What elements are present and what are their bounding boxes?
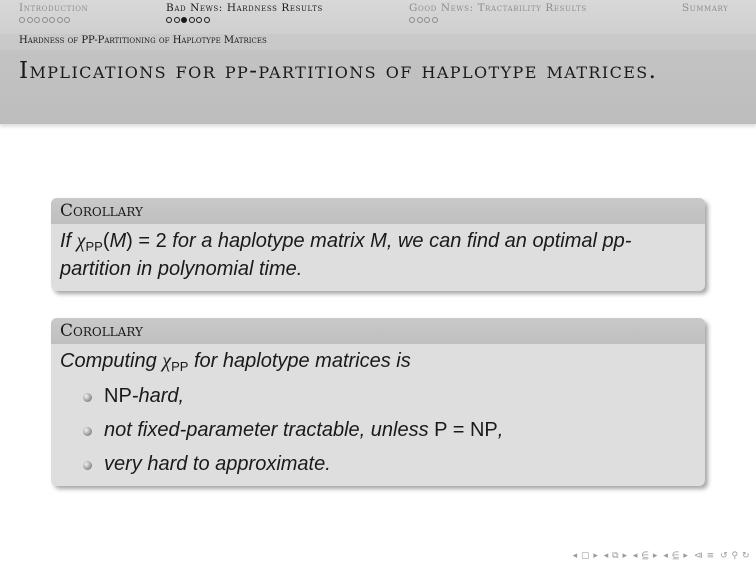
bullet-icon (83, 393, 92, 402)
frame-dot[interactable] (424, 17, 430, 23)
frame-dot[interactable] (196, 17, 202, 23)
frame-dot[interactable] (417, 17, 423, 23)
item-text: very hard to approximate. (104, 453, 331, 475)
frame-dot[interactable] (19, 17, 25, 23)
nav-section-good-news[interactable] (409, 2, 587, 23)
corollary-block-2 (51, 318, 705, 486)
block-header (51, 318, 705, 344)
frame-dot[interactable] (34, 17, 40, 23)
beamer-navigation-symbols (571, 551, 750, 561)
corollary-list (60, 381, 696, 483)
frame-dots (166, 17, 323, 23)
frame-dot[interactable] (409, 17, 415, 23)
math-chi: χ (162, 350, 172, 372)
frame-dot[interactable] (57, 17, 63, 23)
subsection-nav-controls[interactable]: ◂ ⧉ ▸ (603, 551, 628, 561)
math-p-equals-np: P = NP (434, 419, 498, 441)
frame-title: Implications for pp-partitions of haplotype matrices. (19, 58, 658, 84)
bullet-icon (83, 427, 92, 436)
frame-dots (19, 17, 88, 23)
section-navigation (0, 0, 756, 34)
nav-section-introduction[interactable] (19, 2, 88, 23)
item-text-end: , (497, 419, 504, 441)
text-if: If (60, 230, 77, 252)
item-text: not fixed-parameter tractable, unless (104, 419, 435, 441)
frame-dot[interactable] (64, 17, 70, 23)
frame-dot[interactable] (432, 17, 438, 23)
frame-dot[interactable] (27, 17, 33, 23)
subsection-bar (0, 34, 756, 50)
list-item (60, 381, 696, 415)
math-chi: χ (76, 230, 86, 252)
np-label: NP (104, 385, 132, 407)
nav-section-bad-news[interactable] (166, 2, 323, 23)
frame-dot[interactable] (42, 17, 48, 23)
frame-dot[interactable] (174, 17, 180, 23)
nav-section-title[interactable]: Bad News: Hardness Results (166, 2, 323, 14)
math-equals-two: ) = 2 (126, 230, 167, 252)
list-item (60, 449, 696, 483)
block-title: Corollary (60, 321, 143, 341)
intro-text: Computing (60, 350, 163, 372)
section-nav-controls[interactable]: ◂ ⋸ ▸ (632, 551, 658, 561)
math-chi-subscript: PP (171, 359, 189, 374)
search-nav-controls[interactable]: ↺ ⚲ ↻ (720, 551, 750, 561)
frame-dot[interactable] (204, 17, 210, 23)
nav-section-title[interactable]: Introduction (19, 2, 89, 14)
item-text: -hard, (131, 385, 185, 407)
nav-section-title[interactable]: Summary (682, 2, 729, 14)
corollary-text: for a haplotype matrix M, we can find an optimal pp-partition in polynomial time. (60, 230, 632, 280)
corollary-block-1 (51, 198, 705, 291)
list-item (60, 415, 696, 449)
block-body (51, 344, 705, 489)
math-chi-subscript: PP (85, 239, 103, 254)
frame-nav-controls[interactable]: ◂ ▢ ▸ (572, 551, 599, 561)
document-nav-controls[interactable]: ◂ ⋸ ▸ (663, 551, 689, 561)
block-body (51, 224, 705, 289)
block-title: Corollary (60, 201, 143, 221)
math-paren-open: ( (102, 230, 110, 252)
frame-dots (409, 17, 587, 23)
subsection-title: Hardness of PP-Partitioning of Haplotype Matrices (19, 35, 267, 46)
frame-dot[interactable] (49, 17, 55, 23)
nav-section-summary[interactable] (682, 2, 728, 14)
block-header (51, 198, 705, 224)
frame-title-bar (0, 50, 756, 124)
frame-dot[interactable] (166, 17, 172, 23)
intro-text-end: for haplotype matrices is (188, 350, 411, 372)
bullet-icon (83, 461, 92, 470)
appendix-nav-controls[interactable]: ⧏ ≡ (693, 551, 715, 561)
nav-section-title[interactable]: Good News: Tractability Results (409, 2, 587, 14)
frame-dot[interactable] (189, 17, 195, 23)
math-m: M (109, 230, 127, 252)
frame-dot[interactable] (181, 17, 187, 23)
